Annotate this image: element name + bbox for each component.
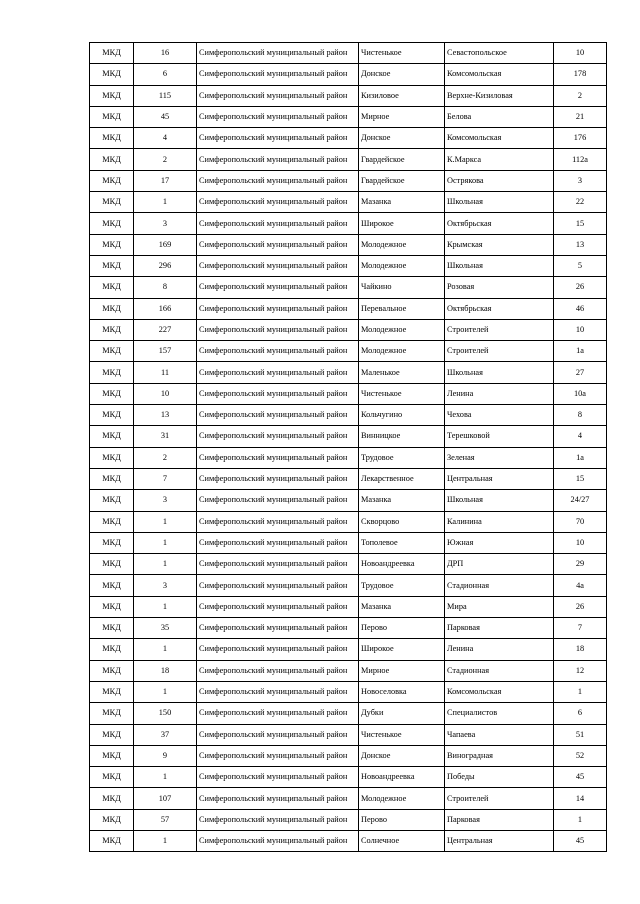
table-row	[90, 170, 607, 191]
cell-street: Мира	[445, 596, 554, 617]
cell-locality: Молодежное	[359, 341, 445, 362]
cell-street: Парковая	[445, 618, 554, 639]
cell-count: 1	[134, 767, 197, 788]
cell-district: Симферопольский муниципальный район	[197, 192, 359, 213]
table-row	[90, 703, 607, 724]
cell-building-type: МКД	[90, 596, 134, 617]
cell-street: Комсомольская	[445, 64, 554, 85]
cell-street: Школьная	[445, 192, 554, 213]
table-row	[90, 490, 607, 511]
cell-locality: Новоандреевка	[359, 767, 445, 788]
cell-district: Симферопольский муниципальный район	[197, 106, 359, 127]
cell-locality: Маленькое	[359, 362, 445, 383]
cell-count: 115	[134, 85, 197, 106]
cell-house-number: 5	[554, 255, 607, 276]
cell-house-number: 12	[554, 660, 607, 681]
cell-count: 2	[134, 447, 197, 468]
cell-district: Симферопольский муниципальный район	[197, 149, 359, 170]
cell-street: ДРП	[445, 554, 554, 575]
cell-house-number: 45	[554, 767, 607, 788]
cell-building-type: МКД	[90, 362, 134, 383]
cell-count: 7	[134, 468, 197, 489]
cell-building-type: МКД	[90, 639, 134, 660]
cell-count: 296	[134, 255, 197, 276]
cell-count: 1	[134, 830, 197, 851]
cell-street: Школьная	[445, 255, 554, 276]
cell-locality: Чайкино	[359, 277, 445, 298]
cell-house-number: 29	[554, 554, 607, 575]
table-row	[90, 596, 607, 617]
cell-locality: Солнечное	[359, 830, 445, 851]
table-row	[90, 830, 607, 851]
cell-street: Октябрьская	[445, 213, 554, 234]
cell-district: Симферопольский муниципальный район	[197, 362, 359, 383]
cell-street: Ленина	[445, 383, 554, 404]
cell-building-type: МКД	[90, 830, 134, 851]
cell-street: Терешковой	[445, 426, 554, 447]
table-row	[90, 362, 607, 383]
cell-building-type: МКД	[90, 234, 134, 255]
cell-district: Симферопольский муниципальный район	[197, 298, 359, 319]
cell-house-number: 1а	[554, 447, 607, 468]
table-row	[90, 234, 607, 255]
cell-house-number: 26	[554, 277, 607, 298]
cell-building-type: МКД	[90, 319, 134, 340]
cell-district: Симферопольский муниципальный район	[197, 532, 359, 553]
cell-building-type: МКД	[90, 681, 134, 702]
cell-count: 57	[134, 809, 197, 830]
cell-street: Октябрьская	[445, 298, 554, 319]
cell-count: 1	[134, 681, 197, 702]
table-row	[90, 532, 607, 553]
table-row	[90, 426, 607, 447]
cell-house-number: 10	[554, 319, 607, 340]
cell-district: Симферопольский муниципальный район	[197, 383, 359, 404]
cell-district: Симферопольский муниципальный район	[197, 809, 359, 830]
cell-district: Симферопольский муниципальный район	[197, 319, 359, 340]
table-row	[90, 809, 607, 830]
cell-building-type: МКД	[90, 85, 134, 106]
cell-house-number: 27	[554, 362, 607, 383]
cell-building-type: МКД	[90, 767, 134, 788]
table-row	[90, 405, 607, 426]
cell-district: Симферопольский муниципальный район	[197, 341, 359, 362]
cell-house-number: 21	[554, 106, 607, 127]
cell-building-type: МКД	[90, 213, 134, 234]
cell-street: Стадионная	[445, 660, 554, 681]
cell-house-number: 22	[554, 192, 607, 213]
cell-district: Симферопольский муниципальный район	[197, 468, 359, 489]
cell-street: Зеленая	[445, 447, 554, 468]
cell-street: Севастопольское	[445, 43, 554, 64]
table-row	[90, 660, 607, 681]
cell-house-number: 15	[554, 468, 607, 489]
cell-building-type: МКД	[90, 64, 134, 85]
cell-locality: Лекарственное	[359, 468, 445, 489]
cell-district: Симферопольский муниципальный район	[197, 277, 359, 298]
cell-street: Парковая	[445, 809, 554, 830]
cell-district: Симферопольский муниципальный район	[197, 724, 359, 745]
cell-street: Специалистов	[445, 703, 554, 724]
cell-house-number: 18	[554, 639, 607, 660]
cell-building-type: МКД	[90, 447, 134, 468]
cell-building-type: МКД	[90, 788, 134, 809]
cell-district: Симферопольский муниципальный район	[197, 788, 359, 809]
cell-count: 18	[134, 660, 197, 681]
cell-street: Стадионная	[445, 575, 554, 596]
cell-street: Острякова	[445, 170, 554, 191]
cell-street: Строителей	[445, 788, 554, 809]
cell-locality: Мазанка	[359, 596, 445, 617]
cell-street: Победы	[445, 767, 554, 788]
cell-count: 9	[134, 745, 197, 766]
cell-count: 1	[134, 192, 197, 213]
table-row	[90, 383, 607, 404]
cell-street: Розовая	[445, 277, 554, 298]
cell-building-type: МКД	[90, 192, 134, 213]
cell-house-number: 45	[554, 830, 607, 851]
cell-count: 31	[134, 426, 197, 447]
cell-locality: Чистенькое	[359, 724, 445, 745]
cell-locality: Перово	[359, 618, 445, 639]
cell-locality: Дубки	[359, 703, 445, 724]
cell-count: 1	[134, 511, 197, 532]
cell-count: 10	[134, 383, 197, 404]
table-row	[90, 554, 607, 575]
cell-house-number: 46	[554, 298, 607, 319]
cell-district: Симферопольский муниципальный район	[197, 85, 359, 106]
cell-locality: Донское	[359, 745, 445, 766]
cell-building-type: МКД	[90, 405, 134, 426]
cell-street: Виноградная	[445, 745, 554, 766]
cell-locality: Перово	[359, 809, 445, 830]
cell-house-number: 1	[554, 681, 607, 702]
cell-house-number: 3	[554, 170, 607, 191]
cell-locality: Молодежное	[359, 788, 445, 809]
cell-locality: Новоселовка	[359, 681, 445, 702]
cell-street: Чехова	[445, 405, 554, 426]
cell-house-number: 176	[554, 128, 607, 149]
cell-count: 16	[134, 43, 197, 64]
buildings-table	[89, 42, 607, 852]
cell-building-type: МКД	[90, 490, 134, 511]
cell-house-number: 1	[554, 809, 607, 830]
cell-house-number: 15	[554, 213, 607, 234]
cell-district: Симферопольский муниципальный район	[197, 703, 359, 724]
cell-house-number: 4	[554, 426, 607, 447]
cell-building-type: МКД	[90, 277, 134, 298]
cell-district: Симферопольский муниципальный район	[197, 681, 359, 702]
cell-count: 157	[134, 341, 197, 362]
cell-house-number: 24/27	[554, 490, 607, 511]
cell-count: 45	[134, 106, 197, 127]
cell-street: Строителей	[445, 319, 554, 340]
cell-street: Школьная	[445, 490, 554, 511]
cell-locality: Скворцово	[359, 511, 445, 532]
table-row	[90, 767, 607, 788]
table-row	[90, 639, 607, 660]
cell-locality: Донское	[359, 128, 445, 149]
cell-locality: Кольчугино	[359, 405, 445, 426]
cell-district: Симферопольский муниципальный район	[197, 660, 359, 681]
cell-locality: Широкое	[359, 213, 445, 234]
cell-house-number: 13	[554, 234, 607, 255]
table-row	[90, 192, 607, 213]
cell-count: 3	[134, 213, 197, 234]
cell-building-type: МКД	[90, 43, 134, 64]
cell-count: 13	[134, 405, 197, 426]
cell-district: Симферопольский муниципальный район	[197, 745, 359, 766]
cell-count: 35	[134, 618, 197, 639]
cell-house-number: 52	[554, 745, 607, 766]
cell-street: Южная	[445, 532, 554, 553]
cell-building-type: МКД	[90, 341, 134, 362]
cell-locality: Чистенькое	[359, 43, 445, 64]
cell-district: Симферопольский муниципальный район	[197, 64, 359, 85]
cell-house-number: 10	[554, 43, 607, 64]
cell-house-number: 112а	[554, 149, 607, 170]
cell-count: 1	[134, 639, 197, 660]
cell-building-type: МКД	[90, 554, 134, 575]
cell-count: 11	[134, 362, 197, 383]
cell-locality: Винницкое	[359, 426, 445, 447]
cell-street: Центральная	[445, 468, 554, 489]
cell-count: 4	[134, 128, 197, 149]
cell-street: Комсомольская	[445, 681, 554, 702]
cell-building-type: МКД	[90, 383, 134, 404]
cell-building-type: МКД	[90, 724, 134, 745]
cell-district: Симферопольский муниципальный район	[197, 128, 359, 149]
table-row	[90, 681, 607, 702]
cell-locality: Мирное	[359, 660, 445, 681]
table-row	[90, 745, 607, 766]
cell-house-number: 178	[554, 64, 607, 85]
cell-count: 3	[134, 575, 197, 596]
cell-house-number: 70	[554, 511, 607, 532]
cell-street: Комсомольская	[445, 128, 554, 149]
cell-building-type: МКД	[90, 618, 134, 639]
cell-locality: Новоандреевка	[359, 554, 445, 575]
cell-building-type: МКД	[90, 128, 134, 149]
cell-district: Симферопольский муниципальный район	[197, 596, 359, 617]
table-row	[90, 788, 607, 809]
cell-district: Симферопольский муниципальный район	[197, 575, 359, 596]
cell-count: 107	[134, 788, 197, 809]
cell-street: К.Маркса	[445, 149, 554, 170]
cell-building-type: МКД	[90, 426, 134, 447]
cell-count: 17	[134, 170, 197, 191]
cell-district: Симферопольский муниципальный район	[197, 490, 359, 511]
table-row	[90, 341, 607, 362]
cell-street: Строителей	[445, 341, 554, 362]
table-body	[90, 43, 607, 852]
cell-locality: Молодежное	[359, 234, 445, 255]
cell-street: Чапаева	[445, 724, 554, 745]
cell-locality: Гвардейское	[359, 149, 445, 170]
cell-house-number: 10а	[554, 383, 607, 404]
cell-building-type: МКД	[90, 106, 134, 127]
cell-count: 166	[134, 298, 197, 319]
cell-count: 37	[134, 724, 197, 745]
cell-building-type: МКД	[90, 532, 134, 553]
table-row	[90, 128, 607, 149]
cell-count: 2	[134, 149, 197, 170]
cell-building-type: МКД	[90, 745, 134, 766]
cell-district: Симферопольский муниципальный район	[197, 618, 359, 639]
cell-house-number: 8	[554, 405, 607, 426]
cell-locality: Трудовое	[359, 575, 445, 596]
cell-house-number: 4а	[554, 575, 607, 596]
cell-district: Симферопольский муниципальный район	[197, 511, 359, 532]
table-row	[90, 447, 607, 468]
cell-locality: Тополевое	[359, 532, 445, 553]
cell-building-type: МКД	[90, 703, 134, 724]
cell-locality: Молодежное	[359, 319, 445, 340]
cell-building-type: МКД	[90, 468, 134, 489]
table-row	[90, 298, 607, 319]
cell-locality: Гвардейское	[359, 170, 445, 191]
cell-locality: Трудовое	[359, 447, 445, 468]
table-row	[90, 319, 607, 340]
cell-district: Симферопольский муниципальный район	[197, 234, 359, 255]
cell-street: Калинина	[445, 511, 554, 532]
cell-district: Симферопольский муниципальный район	[197, 639, 359, 660]
cell-district: Симферопольский муниципальный район	[197, 767, 359, 788]
cell-house-number: 26	[554, 596, 607, 617]
cell-locality: Донское	[359, 64, 445, 85]
cell-locality: Перевальное	[359, 298, 445, 319]
cell-district: Симферопольский муниципальный район	[197, 426, 359, 447]
cell-locality: Чистенькое	[359, 383, 445, 404]
cell-house-number: 51	[554, 724, 607, 745]
cell-district: Симферопольский муниципальный район	[197, 405, 359, 426]
cell-district: Симферопольский муниципальный район	[197, 447, 359, 468]
table-row	[90, 575, 607, 596]
cell-building-type: МКД	[90, 149, 134, 170]
cell-locality: Кизиловое	[359, 85, 445, 106]
table-row	[90, 618, 607, 639]
cell-count: 1	[134, 596, 197, 617]
cell-building-type: МКД	[90, 298, 134, 319]
cell-street: Крымская	[445, 234, 554, 255]
cell-district: Симферопольский муниципальный район	[197, 213, 359, 234]
table-row	[90, 255, 607, 276]
cell-count: 1	[134, 532, 197, 553]
cell-house-number: 14	[554, 788, 607, 809]
cell-street: Верхне-Кизиловая	[445, 85, 554, 106]
cell-count: 3	[134, 490, 197, 511]
cell-building-type: МКД	[90, 511, 134, 532]
table-row	[90, 85, 607, 106]
table-row	[90, 43, 607, 64]
cell-building-type: МКД	[90, 575, 134, 596]
cell-building-type: МКД	[90, 255, 134, 276]
cell-locality: Мирное	[359, 106, 445, 127]
table-row	[90, 724, 607, 745]
cell-district: Симферопольский муниципальный район	[197, 170, 359, 191]
table-row	[90, 277, 607, 298]
cell-count: 227	[134, 319, 197, 340]
table-row	[90, 106, 607, 127]
table-row	[90, 511, 607, 532]
cell-house-number: 10	[554, 532, 607, 553]
cell-locality: Мазанка	[359, 490, 445, 511]
cell-building-type: МКД	[90, 170, 134, 191]
cell-locality: Молодежное	[359, 255, 445, 276]
table-row	[90, 64, 607, 85]
cell-street: Ленина	[445, 639, 554, 660]
cell-house-number: 7	[554, 618, 607, 639]
cell-count: 8	[134, 277, 197, 298]
table-row	[90, 213, 607, 234]
table-row	[90, 468, 607, 489]
cell-district: Симферопольский муниципальный район	[197, 554, 359, 575]
cell-locality: Мазанка	[359, 192, 445, 213]
cell-count: 6	[134, 64, 197, 85]
cell-street: Белова	[445, 106, 554, 127]
cell-building-type: МКД	[90, 660, 134, 681]
table-row	[90, 149, 607, 170]
cell-street: Школьная	[445, 362, 554, 383]
cell-district: Симферопольский муниципальный район	[197, 255, 359, 276]
cell-house-number: 1а	[554, 341, 607, 362]
cell-count: 150	[134, 703, 197, 724]
cell-house-number: 2	[554, 85, 607, 106]
cell-house-number: 6	[554, 703, 607, 724]
cell-locality: Широкое	[359, 639, 445, 660]
cell-street: Центральная	[445, 830, 554, 851]
cell-count: 169	[134, 234, 197, 255]
cell-building-type: МКД	[90, 809, 134, 830]
cell-district: Симферопольский муниципальный район	[197, 830, 359, 851]
cell-count: 1	[134, 554, 197, 575]
cell-district: Симферопольский муниципальный район	[197, 43, 359, 64]
